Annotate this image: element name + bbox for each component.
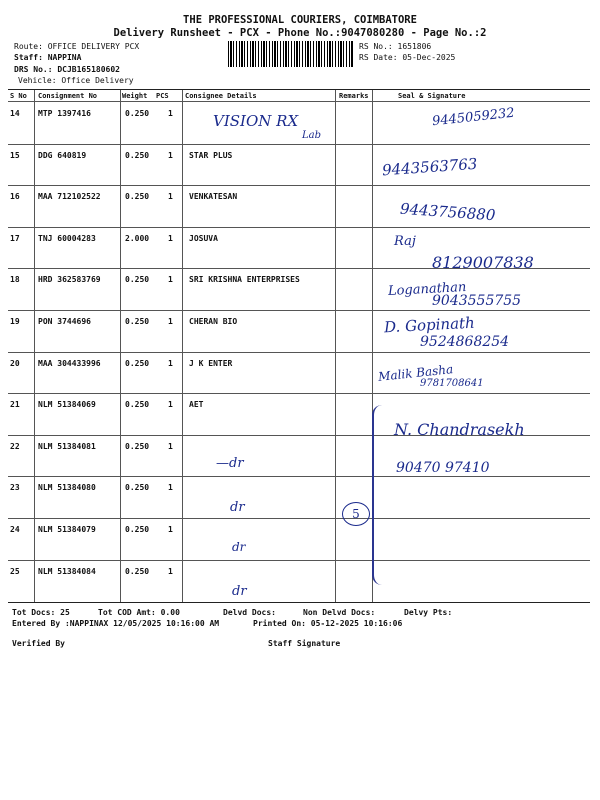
hw-name-20: Malik Basha xyxy=(377,362,454,384)
staff: Staff: NAPPINA xyxy=(14,53,82,62)
table-row xyxy=(8,144,590,186)
hw-name-21: N. Chandrasekh xyxy=(394,420,525,439)
cell-sno: 18 xyxy=(10,275,20,285)
cell-consignment: NLM 51384081 xyxy=(38,441,96,451)
hw-consignee-14: VISION RX xyxy=(213,112,299,130)
col-consignee: Consignee Details xyxy=(185,92,257,100)
hw-sig-14: 9445059232 xyxy=(431,105,516,130)
hw-mark-25: dr xyxy=(232,584,247,599)
hw-mark-22: —dr xyxy=(216,456,244,471)
tot-cod: Tot COD Amt: 0.00 xyxy=(98,608,180,617)
col-weight: Weight xyxy=(122,92,148,100)
rs-no: RS No.: 1651806 xyxy=(359,42,432,51)
cell-consignee: J K ENTER xyxy=(189,358,233,368)
cell-weight: 2.000 xyxy=(125,233,150,243)
cell-consignment: NLM 51384084 xyxy=(38,566,96,576)
cell-consignment: NLM 51384079 xyxy=(38,525,96,534)
cell-consignee: CHERAN BIO xyxy=(189,317,238,326)
table-row xyxy=(8,435,590,477)
hw-mark-24: dr xyxy=(232,540,246,554)
cell-consignment: MTP 1397416 xyxy=(38,109,91,118)
cell-consignee: SRI KRISHNA ENTERPRISES xyxy=(189,275,300,285)
cell-weight: 0.250 xyxy=(125,483,150,493)
sheet-title: THE PROFESSIONAL COURIERS, COIMBATORE xyxy=(183,14,417,26)
cell-consignment: NLM 51384069 xyxy=(38,400,96,410)
cell-weight: 0.250 xyxy=(125,192,150,202)
cell-consignment: PON 3744696 xyxy=(38,317,91,326)
cell-weight: 0.250 xyxy=(125,275,150,285)
table-row xyxy=(8,352,590,394)
vehicle: Vehicle: Office Delivery xyxy=(18,76,134,85)
cell-sno: 24 xyxy=(10,525,20,534)
cell-weight: 0.250 xyxy=(125,441,150,451)
cell-consignment: NLM 51384080 xyxy=(38,483,96,493)
col-sno: S No xyxy=(10,92,27,100)
col-consignment: Consignment No xyxy=(38,92,98,100)
cell-consignee: JOSUVA xyxy=(189,233,218,243)
cell-consignment: MAA 712102522 xyxy=(38,192,101,202)
cell-pcs: 1 xyxy=(168,566,173,576)
cell-consignment: MAA 304433996 xyxy=(38,358,101,368)
cell-pcs: 1 xyxy=(168,525,173,534)
cell-pcs: 1 xyxy=(168,109,173,118)
cell-sno: 25 xyxy=(10,566,20,576)
barcode xyxy=(228,41,354,67)
cell-pcs: 1 xyxy=(168,483,173,493)
cell-consignee: AET xyxy=(189,400,204,410)
sheet-subtitle: Delivery Runsheet - PCX - Phone No.:9047080280 - Page No.:2 xyxy=(113,27,487,39)
cell-sno: 15 xyxy=(10,150,20,160)
entered-by: Entered By :NAPPINAX 12/05/2025 10:16:00 AM xyxy=(12,619,220,628)
cell-pcs: 1 xyxy=(168,441,173,451)
col-seal: Seal & Signature xyxy=(398,92,466,100)
cell-consignment: HRD 362583769 xyxy=(38,275,101,285)
hw-sig-15: 9443563763 xyxy=(381,154,478,180)
table-row xyxy=(8,185,590,227)
hw-sig-18: 9043555755 xyxy=(432,293,522,309)
cell-sno: 19 xyxy=(10,317,20,326)
cell-weight: 0.250 xyxy=(125,358,150,368)
table-row xyxy=(8,518,590,560)
col-remarks: Remarks xyxy=(339,92,369,100)
hand-bracket xyxy=(372,405,388,585)
cell-sno: 14 xyxy=(10,109,20,118)
cell-weight: 0.250 xyxy=(125,525,150,534)
cell-pcs: 1 xyxy=(168,400,173,410)
cell-pcs: 1 xyxy=(168,358,173,368)
cell-weight: 0.250 xyxy=(125,317,150,326)
cell-pcs: 1 xyxy=(168,233,173,243)
drs-no: DRS No.: DCJB165180602 xyxy=(14,65,120,74)
hw-name-18: Loganathan xyxy=(387,279,467,300)
delvd-docs: Delvd Docs: xyxy=(223,608,276,617)
table-row xyxy=(8,476,590,518)
cell-consignment: DDG 640819 xyxy=(38,150,87,160)
hw-mark-23: dr xyxy=(230,500,245,515)
cell-sno: 22 xyxy=(10,441,20,451)
hw-name-17: Raj xyxy=(394,234,416,249)
staff-signature: Staff Signature xyxy=(268,639,341,648)
cell-consignee: STAR PLUS xyxy=(189,150,233,160)
cell-sno: 20 xyxy=(10,358,20,368)
circled-count: 5 xyxy=(342,502,370,526)
printed-on: Printed On: 05-12-2025 10:16:06 xyxy=(253,619,403,628)
cell-sno: 21 xyxy=(10,400,20,410)
cell-pcs: 1 xyxy=(168,192,173,202)
hw-sig-17: 8129007838 xyxy=(432,253,534,272)
rs-date: RS Date: 05-Dec-2025 xyxy=(359,53,456,62)
verified-by: Verified By xyxy=(12,639,65,648)
cell-weight: 0.250 xyxy=(125,400,150,410)
tot-docs: Tot Docs: 25 xyxy=(12,608,70,617)
cell-weight: 0.250 xyxy=(125,109,150,118)
cell-pcs: 1 xyxy=(168,317,173,326)
cell-sno: 17 xyxy=(10,233,20,243)
cell-pcs: 1 xyxy=(168,275,173,285)
hw-name-19: D. Gopinath xyxy=(383,313,476,337)
non-delvd-docs: Non Delvd Docs: xyxy=(303,608,376,617)
hw-sig-20: 9781708641 xyxy=(420,378,484,389)
cell-sno: 16 xyxy=(10,192,20,202)
hw-sig-19: 9524868254 xyxy=(420,334,510,350)
hw-sig-16: 9443756880 xyxy=(399,199,496,225)
hw-sig-21: 90470 97410 xyxy=(396,460,490,476)
cell-pcs: 1 xyxy=(168,150,173,160)
cell-consignee: VENKATESAN xyxy=(189,192,238,202)
col-pcs: PCS xyxy=(156,92,169,100)
cell-weight: 0.250 xyxy=(125,150,150,160)
hw-consignee-14b: Lab xyxy=(302,130,322,141)
cell-weight: 0.250 xyxy=(125,566,150,576)
cell-consignment: TNJ 60004283 xyxy=(38,233,96,243)
route: Route: OFFICE DELIVERY PCX xyxy=(14,42,140,51)
delvy-pts: Delvy Pts: xyxy=(404,608,453,617)
table-row xyxy=(8,560,590,602)
cell-sno: 23 xyxy=(10,483,20,493)
